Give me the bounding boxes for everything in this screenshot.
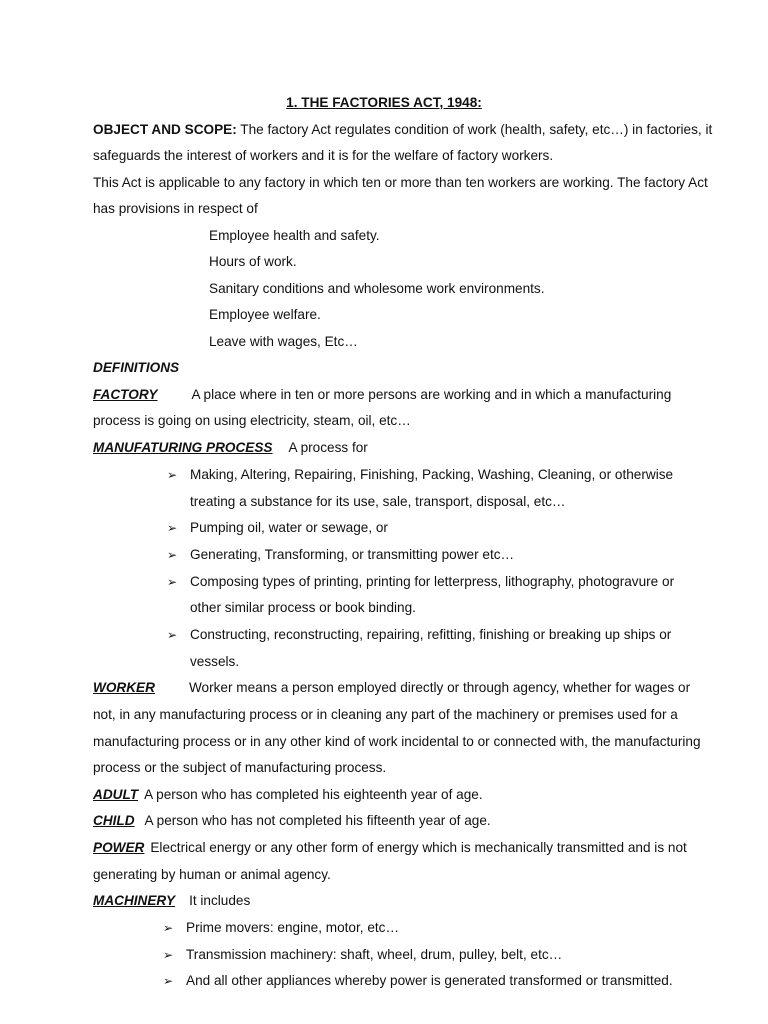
- list-item: Prime movers: engine, motor, etc…: [186, 920, 400, 935]
- bullet-arrow-icon: ➢: [163, 921, 174, 935]
- factory-def-line2: process is going on using electricity, steam, oil, etc…: [93, 413, 411, 428]
- list-item: Making, Altering, Repairing, Finishing, Packing, Washing, Cleaning, or otherwise: [190, 467, 674, 482]
- provision-item: Leave with wages, Etc…: [209, 334, 358, 349]
- power-term: POWER: [93, 840, 145, 855]
- machinery-def: [93, 892, 250, 910]
- manufacturing-text: A process for: [288, 440, 368, 455]
- list-item-continuation: other similar process or book binding.: [190, 600, 416, 615]
- manufacturing-def: [93, 439, 368, 457]
- machinery-text: It includes: [189, 893, 251, 908]
- factory-term: FACTORY: [93, 387, 158, 402]
- worker-def-line3: manufacturing process or in any other kind of work incidental to or connected with, the manufacturing: [93, 734, 701, 749]
- bullet-arrow-icon: ➢: [167, 575, 178, 589]
- provision-item: Employee welfare.: [209, 307, 321, 322]
- worker-term: WORKER: [93, 680, 155, 695]
- bullet-arrow-icon: ➢: [163, 974, 174, 988]
- list-item: Composing types of printing, printing for letterpress, lithography, photogravure or: [190, 574, 675, 589]
- provision-item: Hours of work.: [209, 254, 297, 269]
- list-item-continuation: treating a substance for its use, sale, transport, disposal, etc…: [190, 494, 566, 509]
- bullet-arrow-icon: ➢: [167, 548, 178, 562]
- power-text: Electrical energy or any other form of energy which is mechanically transmitted and is not: [150, 840, 687, 855]
- worker-def-line4: process or the subject of manufacturing process.: [93, 760, 387, 775]
- bullet-arrow-icon: ➢: [167, 468, 178, 482]
- adult-term: ADULT: [93, 787, 139, 802]
- applicable-line2: has provisions in respect of: [93, 201, 258, 216]
- applicable-line1: This Act is applicable to any factory in which ten or more than ten workers are working. The factory Act: [93, 175, 708, 190]
- list-item: Generating, Transforming, or transmitting power etc…: [190, 547, 515, 562]
- list-item: Constructing, reconstructing, repairing, refitting, finishing or breaking up ships or: [190, 627, 672, 642]
- list-item: Pumping oil, water or sewage, or: [190, 520, 388, 535]
- definitions-heading: DEFINITIONS: [93, 360, 180, 375]
- factory-def-line1: [93, 386, 671, 404]
- bullet-arrow-icon: ➢: [167, 521, 178, 535]
- adult-def: [93, 786, 483, 804]
- child-term: CHILD: [93, 813, 135, 828]
- object-scope-line2: safeguards the interest of workers and it is for the welfare of factory workers.: [93, 148, 554, 163]
- provision-item: Employee health and safety.: [209, 228, 380, 243]
- bullet-arrow-icon: ➢: [167, 628, 178, 642]
- object-scope-line1: [93, 121, 712, 139]
- bullet-arrow-icon: ➢: [163, 948, 174, 962]
- power-def-line1: [93, 839, 687, 857]
- worker-def-line2: not, in any manufacturing process or in cleaning any part of the machinery or premises used for a: [93, 707, 678, 722]
- adult-text: A person who has completed his eighteenth year of age.: [144, 787, 483, 802]
- child-def: [93, 812, 491, 830]
- factory-text: A place where in ten or more persons are working and in which a manufacturing: [191, 387, 672, 402]
- manufacturing-term: MANUFATURING PROCESS: [93, 440, 273, 455]
- list-item: Transmission machinery: shaft, wheel, drum, pulley, belt, etc…: [186, 947, 563, 962]
- list-item: And all other appliances whereby power is generated transformed or transmitted.: [186, 973, 673, 988]
- provision-item: Sanitary conditions and wholesome work environments.: [209, 281, 545, 296]
- list-item-continuation: vessels.: [190, 654, 240, 669]
- object-scope-label: OBJECT AND SCOPE:: [93, 122, 237, 137]
- page-title: 1. THE FACTORIES ACT, 1948:: [286, 95, 482, 110]
- object-scope-text: The factory Act regulates condition of work (health, safety, etc…) in factories, it: [236, 122, 713, 137]
- machinery-term: MACHINERY: [93, 893, 176, 908]
- worker-text: Worker means a person employed directly or through agency, whether for wages or: [188, 680, 691, 695]
- worker-def-line1: [93, 679, 690, 697]
- power-def-line2: generating by human or animal agency.: [93, 867, 331, 882]
- child-text: A person who has not completed his fifteenth year of age.: [144, 813, 491, 828]
